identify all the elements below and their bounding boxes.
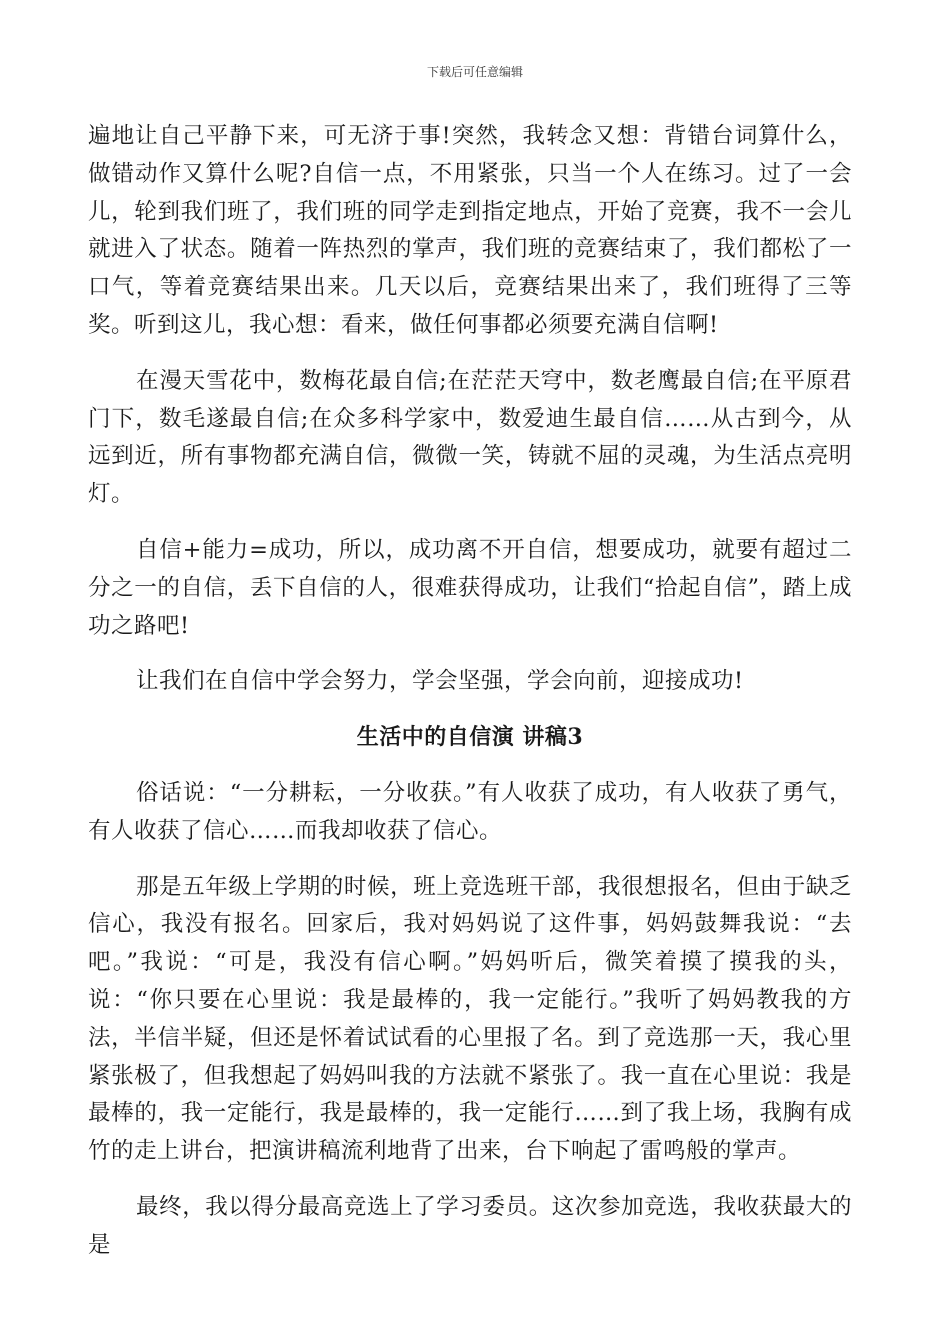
page-header-note: 下载后可任意编辑 <box>426 65 523 79</box>
paragraph-confidence-formula: 自信+能力=成功，所以，成功离不开自信，想要成功，就要有超过二分之一的自信，丢下自信的人，很难获得成功，让我们“拾起自信”，踏上成功之路吧! <box>88 536 852 639</box>
paragraph-confidence-examples: 在漫天雪花中，数梅花最自信;在茫茫天穹中，数老鹰最自信;在平原君门下，数毛遂最自信;在众多科学家中，数爱迪生最自信……从古到今，从远到近，所有事物都充满自信，微微一笑，铸就不屈的灵魂，为生活点亮明灯。 <box>88 367 852 508</box>
document-body <box>88 118 852 1265</box>
paragraph-continued: 遍地让自己平静下来，可无济于事!突然，我转念又想：背错台词算什么，做错动作又算什么呢?自信一点，不用紧张，只当一个人在练习。过了一会儿，轮到我们班了，我们班的同学走到指定地点，开始了竞赛，我不一会儿就进入了状态。随着一阵热烈的掌声，我们班的竞赛结束了，我们都松了一口气，等着竞赛结果出来。几天以后，竞赛结果出来了，我们班得了三等奖。听到这儿，我心想：看来，做任何事都必须要充满自信啊! <box>88 123 852 338</box>
paragraph-closing: 让我们在自信中学会努力，学会坚强，学会向前，迎接成功! <box>136 668 744 695</box>
paragraph-result: 最终，我以得分最高竞选上了学习委员。这次参加竞选，我收获最大的是 <box>88 1193 852 1258</box>
section-title: 生活中的自信演 讲稿3 <box>356 724 584 751</box>
paragraph-proverb: 俗话说：“一分耕耘，一分收获。”有人收获了成功，有人收获了勇气，有人收获了信心……而我却收获了信心。 <box>88 779 852 844</box>
paragraph-story: 那是五年级上学期的时候，班上竞选班干部，我很想报名，但由于缺乏信心，我没有报名。回家后，我对妈妈说了这件事，妈妈鼓舞我说：“去吧。”我说：“可是，我没有信心啊。”妈妈听后，微笑着摸了摸我的头，说：“你只要在心里说：我是最棒的，我一定能行。”我听了妈妈教我的方法，半信半疑，但还是怀着试试看的心里报了名。到了竞选那一天，我心里紧张极了，但我想起了妈妈叫我的方法就不紧张了。我一直在心里说：我是最棒的，我一定能行，我是最棒的，我一定能行……到了我上场，我胸有成竹的走上讲台，把演讲稿流利地背了出来，台下响起了雷鸣般的掌声。 <box>88 873 852 1165</box>
